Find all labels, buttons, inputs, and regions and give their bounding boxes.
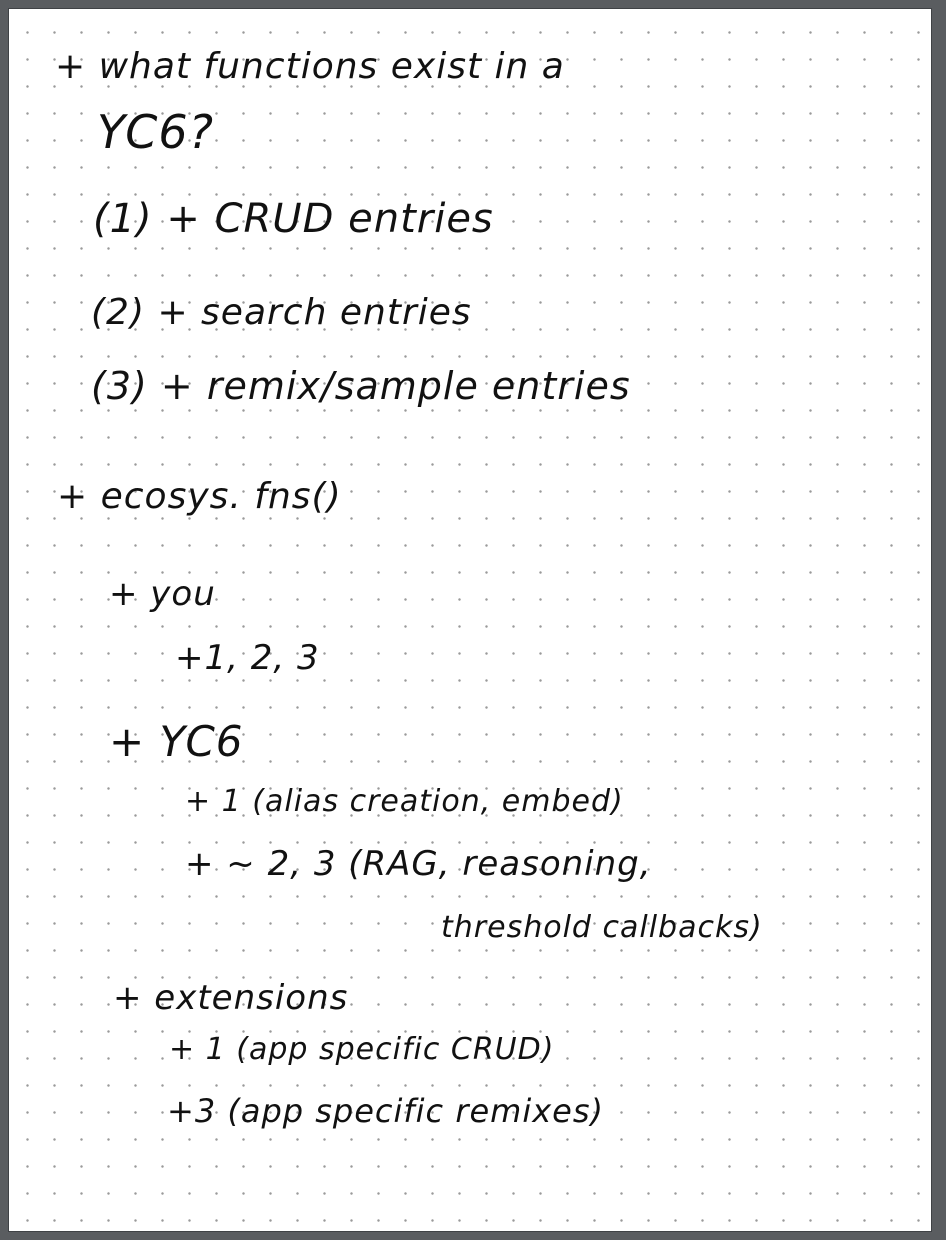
note-line-app-specific-crud: + 1 (app specific CRUD): [169, 1032, 555, 1067]
note-line-remix-sample-entries: (3) + remix/sample entries: [91, 364, 631, 408]
note-line-search-entries: (2) + search entries: [91, 292, 472, 333]
note-line-you-items: +1, 2, 3: [175, 638, 320, 678]
note-line-threshold-callbacks: threshold callbacks): [441, 910, 763, 945]
note-line-crud-entries: (1) + CRUD entries: [93, 196, 494, 242]
note-line-you: + you: [109, 574, 216, 614]
note-line-rag-reasoning: + ~ 2, 3 (RAG, reasoning,: [185, 844, 652, 884]
note-line-ecosys-fns: + ecosys. fns(): [57, 476, 342, 517]
note-line-alias-creation: + 1 (alias creation, embed): [185, 784, 624, 819]
dot-grid-notebook-page: [8, 8, 932, 1232]
note-line-yc6-question: YC6?: [97, 105, 215, 159]
note-line-yc6: + YC6: [109, 717, 244, 766]
note-line-app-specific-remixes: +3 (app specific remixes): [167, 1092, 604, 1130]
note-line-title: + what functions exist in a: [55, 46, 565, 87]
note-line-extensions: + extensions: [113, 978, 349, 1018]
